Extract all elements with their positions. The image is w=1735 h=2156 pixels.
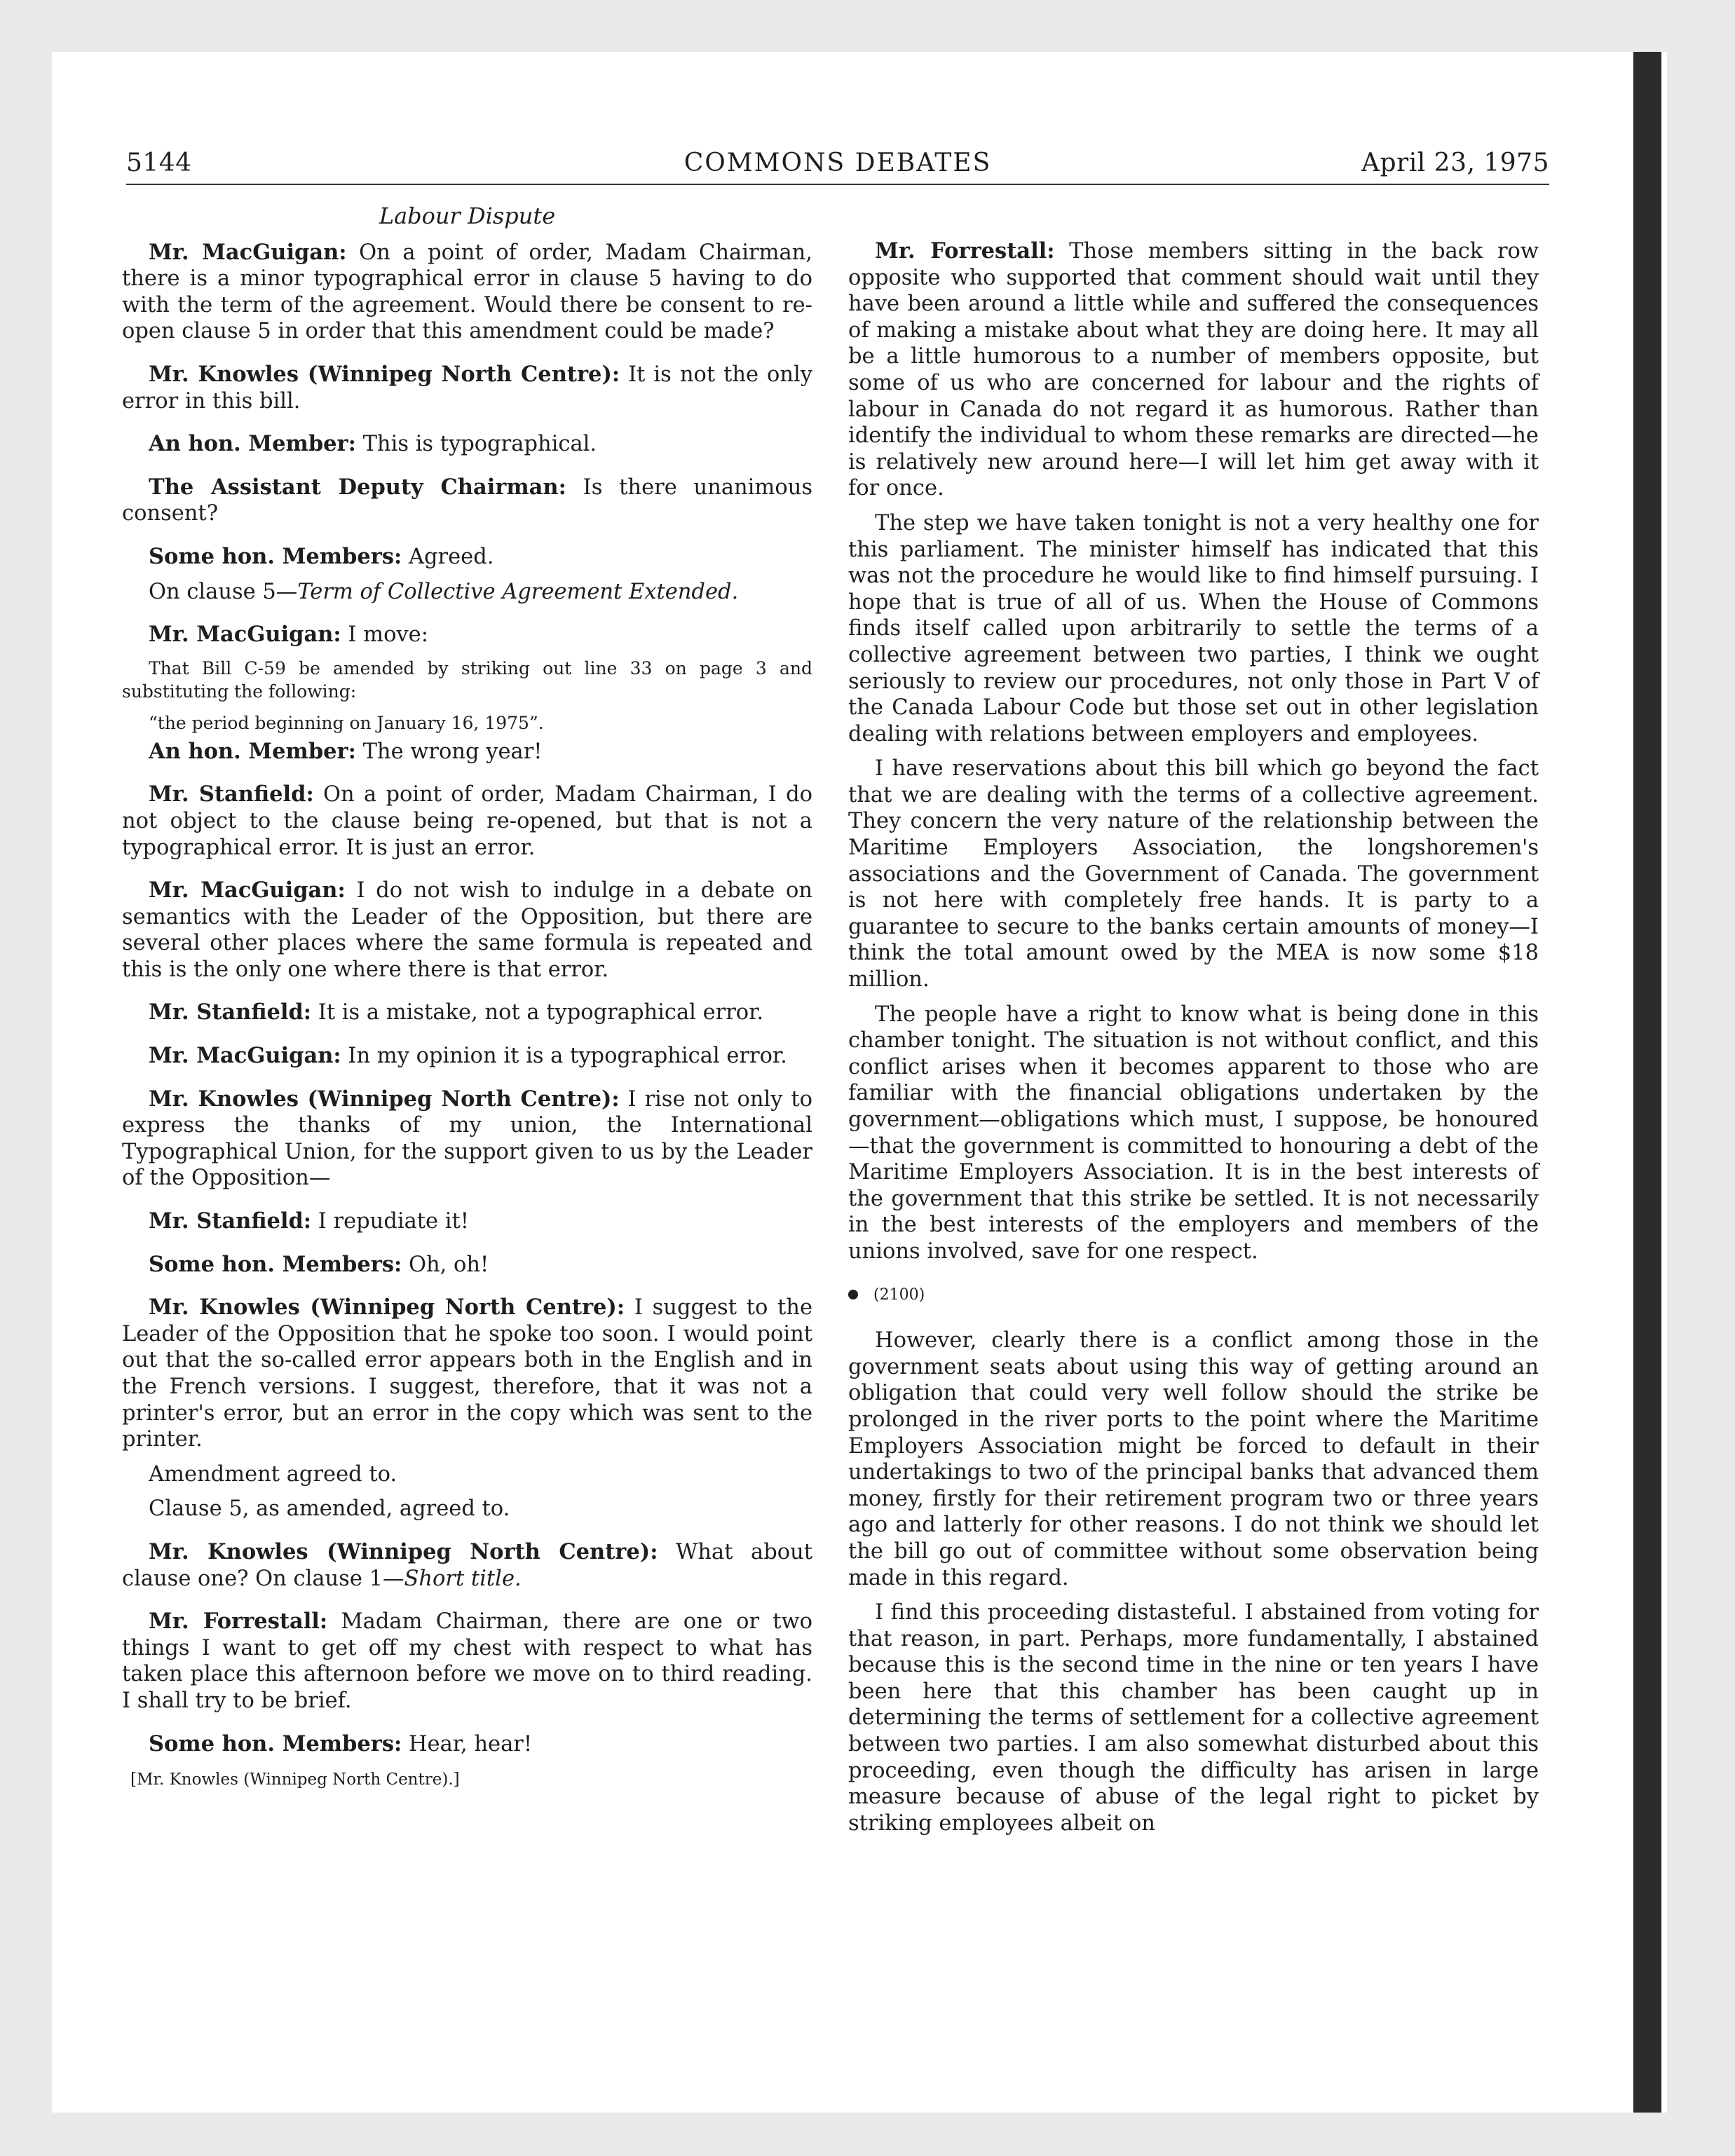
speech-text: It is a mistake, not a typographical error. xyxy=(311,1000,764,1025)
speech-text: The wrong year! xyxy=(355,739,543,764)
speech-text: This is typographical. xyxy=(355,432,597,457)
paragraph: The step we have taken tonight is not a very healthy one for this parliament. The minister himself has indicated that this was not the procedure he would like to find himself pursuing. I hope that is true of all of us. When the House of Commons finds itself called upon arbitrarily to settle the terms of a collective agreement between two parties, I think we ought seriously to review our procedures, not only those in Part V of the Canada Labour Code but those set out in other legislation dealing with relations between employers and employees. xyxy=(848,510,1539,746)
speech-text: Madam Chairman, there are one or two things I want to get off my chest with respect to what has taken place this afternoon before we move on to third reading. I shall try to be brief. xyxy=(122,1609,813,1713)
speaker-name: Mr. Knowles (Winnipeg North Centre): xyxy=(149,361,620,387)
speech-text: I do not wish to indulge in a debate on semantics with the Leader of the Opposition, but there are several other places where the same formula is repeated and this is the only one where there is that error. xyxy=(122,878,812,982)
header-rule xyxy=(126,184,1549,185)
speaker-name: Some hon. Members: xyxy=(149,543,402,569)
page-header xyxy=(126,149,1549,182)
speaker-name: Mr. Knowles (Winnipeg North Centre): xyxy=(149,1295,625,1321)
speaker-name: The Assistant Deputy Chairman: xyxy=(149,474,566,500)
speech xyxy=(122,1295,812,1453)
section-title: Labour Dispute xyxy=(379,203,556,229)
speech xyxy=(122,782,812,861)
speaker-name: Mr. MacGuigan: xyxy=(149,878,346,903)
speech xyxy=(122,240,812,345)
speaker-name: Mr. Stanfield: xyxy=(149,1208,312,1234)
speech-text: It is not the only error in this bill. xyxy=(122,362,812,414)
speech xyxy=(122,1208,812,1235)
speaker-name: Mr. Knowles (Winnipeg North Centre): xyxy=(149,1538,658,1564)
speech-text: Is there unanimous consent? xyxy=(122,475,813,526)
speech-text: I suggest to the Leader of the Opposition that he spoke too soon. I would point out that the so-called error appears both in the English and in the French versions. I suggest, therefore, that it was not a printer's error, but an error in the copy which was sent to the printer. xyxy=(122,1295,812,1452)
publication-title: COMMONS DEBATES xyxy=(683,149,992,177)
speech xyxy=(122,1539,812,1592)
speaker-name: An hon. Member: xyxy=(149,738,356,764)
paragraph: The people have a right to know what is being done in this chamber tonight. The situation is not without conflict, and this conflict arises when it becomes apparent to those who are familiar with the financial obligations undertaken by the government—obligations which must, I suppose, be honoured—that the government is committed to honouring a debt of the Maritime Employers Association. It is in the best interests of the government that this strike be settled. It is not necessarily in the best interests of the employers and members of the unions involved, save for one respect. xyxy=(848,1002,1539,1264)
speaker-name: Mr. MacGuigan: xyxy=(149,1043,341,1069)
speaker-name: Mr. Forrestall: xyxy=(149,1609,328,1635)
speech xyxy=(122,475,812,527)
speech xyxy=(122,1252,812,1278)
speech xyxy=(122,622,812,648)
speaker-name: Some hon. Members: xyxy=(149,1731,402,1756)
speech xyxy=(848,238,1539,502)
speech-text: I move: xyxy=(341,622,428,648)
paragraph: I find this proceeding distasteful. I abstained from voting for that reason, in part. Perhaps, more fundamentally, I abstained because this is the second time in the nine or ten years I have been here that this chamber has been caught up in determining the terms of settlement for a collective agreement between two parties. I am also somewhat disturbed about this proceeding, even though the difficulty has arisen in large measure because of abuse of the legal right to picket by striking employees albeit on xyxy=(848,1600,1539,1836)
paragraph: I have reservations about this bill which go beyond the fact that we are dealing with the terms of a collective agreement. They concern the very nature of the relationship between the Maritime Employers Association, the longshoremen's associations and the Government of Canada. The government is not here with completely free hands. It is party to a guarantee to secure to the banks certain amounts of money—I think the total amount owed by the MEA is now some $18 million. xyxy=(848,756,1539,992)
procedural-text: On clause 5— xyxy=(149,579,298,604)
speech-text: I rise not only to express the thanks of my union, the International Typographical Union, for the support given to us by the Leader of the Opposition— xyxy=(122,1086,812,1191)
paragraph: However, clearly there is a conflict among those in the government seats about using this way of getting around an obligation that could very well follow should the strike be prolonged in the river ports to the point where the Maritime Employers Association might be forced to default in their undertakings to two of the principal banks that advanced them money, firstly for their retirement program two or three years ago and latterly for other reasons. I do not think we should let the bill go out of committee without some observation being made in this regard. xyxy=(848,1328,1539,1590)
speaker-name: Mr. MacGuigan: xyxy=(149,239,347,265)
procedural-note: Clause 5, as amended, agreed to. xyxy=(149,1496,510,1522)
speech-text: Those members sitting in the back row opposite who supported that comment should wait until they have been around a little while and suffered the consequences of making a mistake about what they are doing here. It may all be a little humorous to a number of members opposite, but some of us who are concerned for labour and the rights of labour in Canada do not regard it as humorous. Rather than identify the individual to whom these remarks are directed—he is relatively new around here—I will let him get away with it for once. xyxy=(848,239,1539,501)
publication-date: April 23, 1975 xyxy=(1361,149,1549,177)
speech-text: Oh, oh! xyxy=(402,1252,489,1277)
speech xyxy=(122,1086,812,1192)
right-column xyxy=(848,238,1539,1845)
time-marker xyxy=(848,1282,1539,1309)
speech xyxy=(122,1043,812,1070)
speaker-name: Mr. Forrestall: xyxy=(875,238,1055,264)
speech xyxy=(122,878,812,983)
speech-text: On a point of order, Madam Chairman, I do not object to the clause being re-opened, but that is not a typographical error. It is just an error. xyxy=(122,782,812,860)
bullet-icon xyxy=(848,1290,858,1299)
time-stamp: (2100) xyxy=(873,1285,925,1304)
scan-edge xyxy=(1633,52,1661,2113)
motion-quote: “the period beginning on January 16, 1975”. xyxy=(149,712,544,733)
footer-attribution: [Mr. Knowles (Winnipeg North Centre).] xyxy=(130,1770,460,1789)
left-column xyxy=(122,196,812,1794)
speaker-name: An hon. Member: xyxy=(149,431,356,457)
speech-text: What about clause one? On clause 1— xyxy=(122,1539,812,1591)
speech xyxy=(122,1731,812,1758)
speech-text: I repudiate it! xyxy=(311,1209,470,1234)
speech-text: In my opinion it is a typographical error. xyxy=(341,1044,787,1069)
speech-text: Agreed. xyxy=(402,544,494,569)
procedural-note xyxy=(122,579,812,606)
speech-text: Hear, hear! xyxy=(402,1731,533,1756)
speaker-name: Mr. MacGuigan: xyxy=(149,622,341,648)
procedural-note: Amendment agreed to. xyxy=(149,1461,397,1487)
speech xyxy=(122,544,812,571)
speech xyxy=(122,999,812,1026)
speaker-name: Mr. Knowles (Winnipeg North Centre): xyxy=(149,1086,620,1112)
speech-text: On a point of order, Madam Chairman, there is a minor typographical error in clause 5 having to do with the term of the agreement. Would there be consent to re-open clause 5 in order that this amendment could be made? xyxy=(122,240,812,344)
speech xyxy=(122,1609,812,1714)
speech xyxy=(122,431,812,458)
speech xyxy=(122,362,812,414)
speech xyxy=(122,739,812,765)
clause-title: Short title. xyxy=(404,1566,522,1591)
speaker-name: Mr. Stanfield: xyxy=(149,782,314,807)
speaker-name: Mr. Stanfield: xyxy=(149,999,312,1025)
speaker-name: Some hon. Members: xyxy=(149,1251,402,1277)
clause-title: Term of Collective Agreement Extended. xyxy=(297,579,739,604)
motion-text: That Bill C-59 be amended by striking out line 33 on page 3 and substituting the following: xyxy=(122,657,812,702)
page-number: 5144 xyxy=(126,149,192,177)
